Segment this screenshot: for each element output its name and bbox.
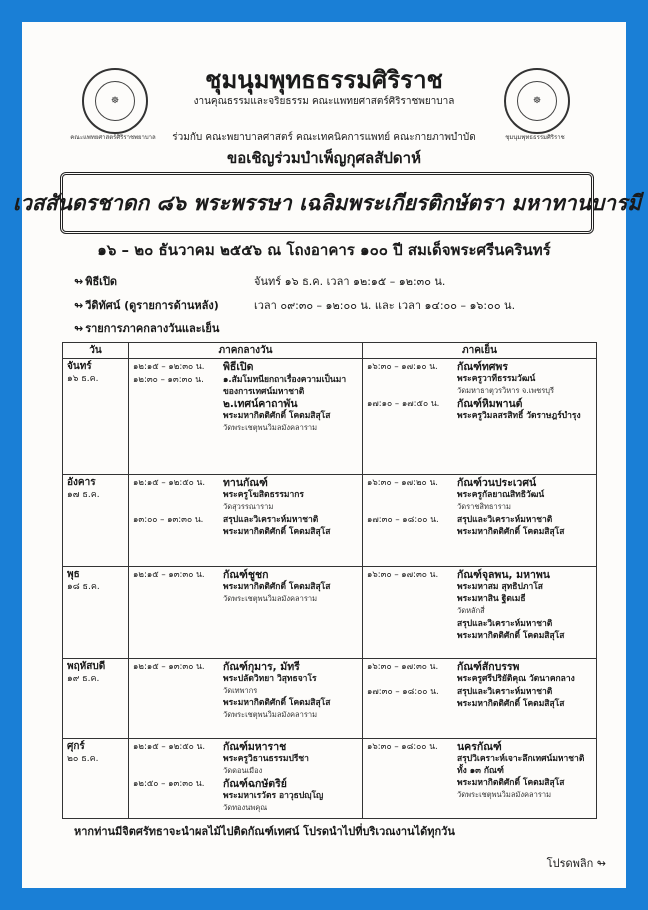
entry-head: กัณฑ์จุลพน, มหาพน [457, 569, 550, 581]
page-title: ชุมนุมพุทธธรรมศิริราช [205, 65, 443, 94]
event-banner [12, 172, 642, 234]
schedule-entry [367, 477, 593, 513]
entry-head: กัณฑ์มหาราช [223, 741, 287, 753]
day-date: ๑๘ ธ.ค. [67, 582, 100, 592]
day-name: พุธ [67, 569, 80, 580]
entry-person: ของการเทศน์มหาชาติ [223, 387, 305, 397]
entry-time: ๑๒:๑๕ – ๑๒:๕๐ น. [133, 742, 206, 752]
entry-content [457, 477, 593, 513]
midday-cell [129, 659, 363, 739]
entry-person: พระมหากิตติศักดิ์ โคตมสิสุโส [457, 778, 565, 788]
schedule-entry [367, 361, 593, 397]
info-video-label: วีดิทัศน์ (ดูรายการด้านหลัง) [85, 299, 219, 312]
day-date: ๑๖ ธ.ค. [67, 374, 99, 384]
arrow-icon: ↬ [74, 275, 84, 288]
entry-head: กัณฑ์กุมาร, มัทรี [223, 661, 300, 673]
entry-head: ๒.เทศน์คาถาพัน [223, 398, 298, 410]
entry-content [223, 374, 359, 434]
entry-content [223, 477, 359, 513]
midday-cell [129, 359, 363, 475]
day-name: จันทร์ [67, 361, 92, 372]
entry-temple: วัดดอนเมือง [223, 766, 263, 775]
entry-content [223, 361, 359, 373]
evening-cell [363, 659, 597, 739]
midday-cell [129, 567, 363, 659]
entry-time [367, 618, 457, 642]
entry-content [457, 398, 593, 422]
entry-person: พระมหาสิน ฐิตเมธี [457, 594, 526, 604]
day-cell [63, 659, 129, 739]
schedule-entry [367, 741, 593, 801]
entry-temple: วัดพระเชตุพนวิมลมังคลาราม [457, 790, 552, 799]
info-schedule [74, 319, 219, 337]
entry-head: กัณฑ์ทศพร [457, 361, 508, 373]
entry-head: นครกัณฑ์ [457, 741, 502, 753]
day-name: พฤหัสบดี [67, 661, 106, 672]
entry-temple: วัดทองนพคุณ [223, 803, 268, 812]
schedule-entry [367, 514, 593, 538]
entry-time: ๑๖:๓๐ – ๑๗:๑๐ น. [367, 362, 438, 372]
entry-time: ๑๒:๑๕ – ๑๒:๓๐ น. [133, 362, 205, 372]
entry-person: พระมหากิตติศักดิ์ โคตมสิสุโส [223, 698, 331, 708]
event-dates: ๑๖ – ๒๐ ธันวาคม ๒๕๕๖ ณ โถงอาคาร ๑๐๐ ปี สมเด็จพระศรีนครินทร์ [97, 241, 551, 259]
please-turn-over [547, 854, 606, 872]
arrow-icon: ↬ [74, 299, 84, 312]
entry-person: พระครูวิมลสรสิทธิ์ วัดราษฎร์บำรุง [457, 411, 581, 421]
entry-content [223, 741, 359, 777]
entry-person: พระครูโฆสิตธรรมากร [223, 490, 304, 500]
entry-temple: วัดพระเชตุพนวิมลมังคลาราม [223, 423, 318, 432]
schedule-table [62, 342, 597, 819]
entry-content [457, 686, 593, 710]
entry-temple: วัดเทพากร [223, 686, 258, 695]
entry-person: พระครูกัลยาณสิทธิวัฒน์ [457, 490, 545, 500]
entry-person: สรุปและวิเคราะห์มหาชาติ [457, 515, 553, 525]
subtitle-partners: ร่วมกับ คณะพยาบาลศาสตร์ คณะเทคนิคการแพทย์ คณะกายภาพบำบัด [172, 132, 476, 143]
evening-cell [363, 739, 597, 819]
table-row [63, 739, 597, 819]
entry-person: พระปลัดวิทยา วิสุทธจาโร [223, 674, 317, 684]
day-name: อังคาร [67, 477, 96, 488]
midday-cell [129, 475, 363, 567]
col-header-midday: ภาคกลางวัน [129, 343, 363, 359]
evening-cell [363, 475, 597, 567]
entry-time: ๑๖:๓๐ – ๑๗:๓๐ น. [367, 570, 439, 580]
entry-time: ๑๒:๑๕ – ๑๓:๓๐ น. [133, 570, 205, 580]
midday-cell [129, 739, 363, 819]
entry-person: พระมหากิตติศักดิ์ โคตมสิสุโส [457, 699, 565, 709]
entry-time: ๑๒:๓๐ – ๑๓:๓๐ น. [133, 375, 204, 385]
table-row [63, 475, 597, 567]
entry-content [457, 661, 593, 685]
entry-time: ๑๖:๓๐ – ๑๗:๓๐ น. [367, 662, 439, 672]
entry-person: พระครูศรีปริยัติคุณ วัดนาคกลาง [457, 674, 575, 684]
schedule-entry [133, 661, 359, 721]
entry-temple: วัดพระเชตุพนวิมลมังคลาราม [223, 594, 318, 603]
entry-time: ๑๒:๕๐ – ๑๓:๓๐ น. [133, 779, 205, 789]
entry-time: ๑๖:๓๐ – ๑๘:๐๐ น. [367, 742, 438, 752]
entry-temple: วัดหลักสี่ [457, 606, 485, 615]
entry-head: กัณฑ์สักบรรพ [457, 661, 520, 673]
col-header-day: วัน [63, 343, 129, 359]
document-page [12, 22, 642, 888]
entry-content [223, 778, 359, 814]
info-video-value: เวลา ๐๙:๓๐ – ๑๒:๐๐ น. และ เวลา ๑๔:๐๐ – ๑๖:๐๐ น. [254, 299, 516, 312]
entry-head: พิธีเปิด [223, 361, 254, 373]
entry-temple: วัดสุวรรณาราม [223, 502, 274, 511]
table-row [63, 359, 597, 475]
info-opening [74, 272, 117, 290]
entry-content [223, 569, 359, 605]
entry-content [457, 514, 593, 538]
entry-person: พระมหาเรวัตร อาวุธปญฺโญ [223, 791, 324, 801]
info-opening-label: พิธีเปิด [85, 275, 118, 288]
day-date: ๒๐ ธ.ค. [67, 754, 99, 764]
entry-person: พระมหากิตติศักดิ์ โคตมสิสุโส [457, 527, 565, 537]
schedule-entry [133, 514, 359, 538]
entry-time: ๑๗:๓๐ – ๑๘:๐๐ น. [367, 687, 439, 697]
entry-person: สรุปและวิเคราะห์มหาชาติ [457, 619, 553, 629]
table-header-row [63, 343, 597, 359]
entry-content [457, 741, 593, 801]
entry-content [223, 514, 359, 538]
evening-cell [363, 359, 597, 475]
entry-person: พระครูวาทีธรรมวัฒน์ [457, 374, 536, 384]
entry-time: ๑๗:๑๐ – ๑๗:๕๐ น. [367, 399, 440, 409]
entry-head: กัณฑ์ชูชก [223, 569, 269, 581]
col-header-evening: ภาคเย็น [363, 343, 597, 359]
entry-person: พระมหาสม สุทธิปภาโส [457, 582, 543, 592]
day-cell [63, 567, 129, 659]
footer-note: หากท่านมีจิตศรัทธาจะนำผลไม้ไปติดกัณฑ์เทศน์ โปรดนำไปที่บริเวณงานได้ทุกวัน [74, 825, 455, 838]
schedule-entry [367, 569, 593, 617]
entry-person: สรุปและวิเคราะห์มหาชาติ [223, 515, 319, 525]
entry-time: ๑๗:๓๐ – ๑๘:๐๐ น. [367, 515, 439, 525]
subtitle-department: งานคุณธรรมและจริยธรรม คณะแพทยศาสตร์ศิริราชพยาบาล [193, 96, 455, 107]
entry-temple: วัดราชสิทธาราม [457, 502, 511, 511]
day-cell [63, 475, 129, 567]
schedule-entry [133, 569, 359, 605]
entry-time: ๑๒:๑๕ – ๑๓:๓๐ น. [133, 662, 205, 672]
arrow-icon: ↬ [74, 322, 84, 335]
left-emblem-caption: คณะแพทยศาสตร์ศิริราชพยาบาล [70, 134, 156, 141]
pto-label: โปรดพลิก [546, 857, 594, 870]
entry-head: กัณฑ์วนประเวศน์ [457, 477, 537, 489]
left-emblem-icon: ☸ [82, 68, 148, 134]
entry-content [457, 618, 593, 642]
entry-time: ๑๖:๓๐ – ๑๗:๒๐ น. [367, 478, 438, 488]
schedule-entry [133, 778, 359, 814]
table-row [63, 567, 597, 659]
entry-person: พระมหากิตติศักดิ์ โคตมสิสุโส [223, 527, 331, 537]
entry-person: สรุปวิเคราะห์เจาะลึกเทศน์มหาชาติ [457, 754, 585, 764]
table-row [63, 659, 597, 739]
entry-head: กัณฑ์หิมพานต์ [457, 398, 523, 410]
entry-content [223, 661, 359, 721]
event-banner-text: เวสสันดรชาดก ๘๖ พระพรรษา เฉลิมพระเกียรติกษัตรา มหาทานบารมี [12, 189, 642, 215]
day-name: ศุกร์ [67, 741, 85, 752]
schedule-entry [133, 741, 359, 777]
entry-head: ทานกัณฑ์ [223, 477, 268, 489]
schedule-entry [367, 618, 593, 642]
schedule-entry [133, 477, 359, 513]
entry-temple: วัดพระเชตุพนวิมลมังคลาราม [223, 710, 318, 719]
day-cell [63, 739, 129, 819]
entry-person: สรุปและวิเคราะห์มหาชาติ [457, 687, 553, 697]
schedule-entry [367, 686, 593, 710]
arrow-icon: ↬ [596, 857, 606, 870]
schedule-entry [133, 361, 359, 373]
evening-cell [363, 567, 597, 659]
schedule-entry [367, 398, 593, 422]
day-date: ๑๗ ธ.ค. [67, 490, 100, 500]
right-emblem-caption: ชุมนุมพุทธธรรมศิริราช [505, 134, 565, 141]
entry-person: ๑.สัมโมทนียกถาเรื่องความเป็นมา [223, 375, 347, 385]
schedule-entry [367, 661, 593, 685]
invitation-heading: ขอเชิญร่วมบำเพ็ญกุศลสัปดาห์ [227, 149, 421, 167]
entry-temple: วัดมหาธาตุวรวิหาร จ.เพชรบุรี [457, 386, 555, 395]
info-opening-value: จันทร์ ๑๖ ธ.ค. เวลา ๑๒:๑๕ – ๑๒:๓๐ น. [254, 275, 446, 288]
entry-person: พระมหากิตติศักดิ์ โคตมสิสุโส [457, 631, 565, 641]
entry-person: พระมหากิตติศักดิ์ โคตมสิสุโส [223, 582, 331, 592]
entry-head: กัณฑ์ฉกษัตริย์ [223, 778, 287, 790]
right-emblem-icon: ☸ [504, 68, 570, 134]
day-date: ๑๙ ธ.ค. [67, 674, 100, 684]
info-schedule-label: รายการภาคกลางวันและเย็น [85, 322, 220, 335]
entry-content [457, 361, 593, 397]
entry-person: พระมหากิตติศักดิ์ โคตมสิสุโส [223, 411, 331, 421]
entry-time: ๑๓:๐๐ – ๑๓:๓๐ น. [133, 515, 204, 525]
entry-person: พระครูวิธานธรรมปรีชา [223, 754, 309, 764]
entry-time: ๑๒:๑๕ – ๑๒:๕๐ น. [133, 478, 206, 488]
schedule-entry [133, 374, 359, 434]
info-video [74, 296, 219, 314]
entry-content [457, 569, 593, 617]
entry-person: ทั้ง ๑๓ กัณฑ์ [457, 766, 504, 776]
day-cell [63, 359, 129, 475]
